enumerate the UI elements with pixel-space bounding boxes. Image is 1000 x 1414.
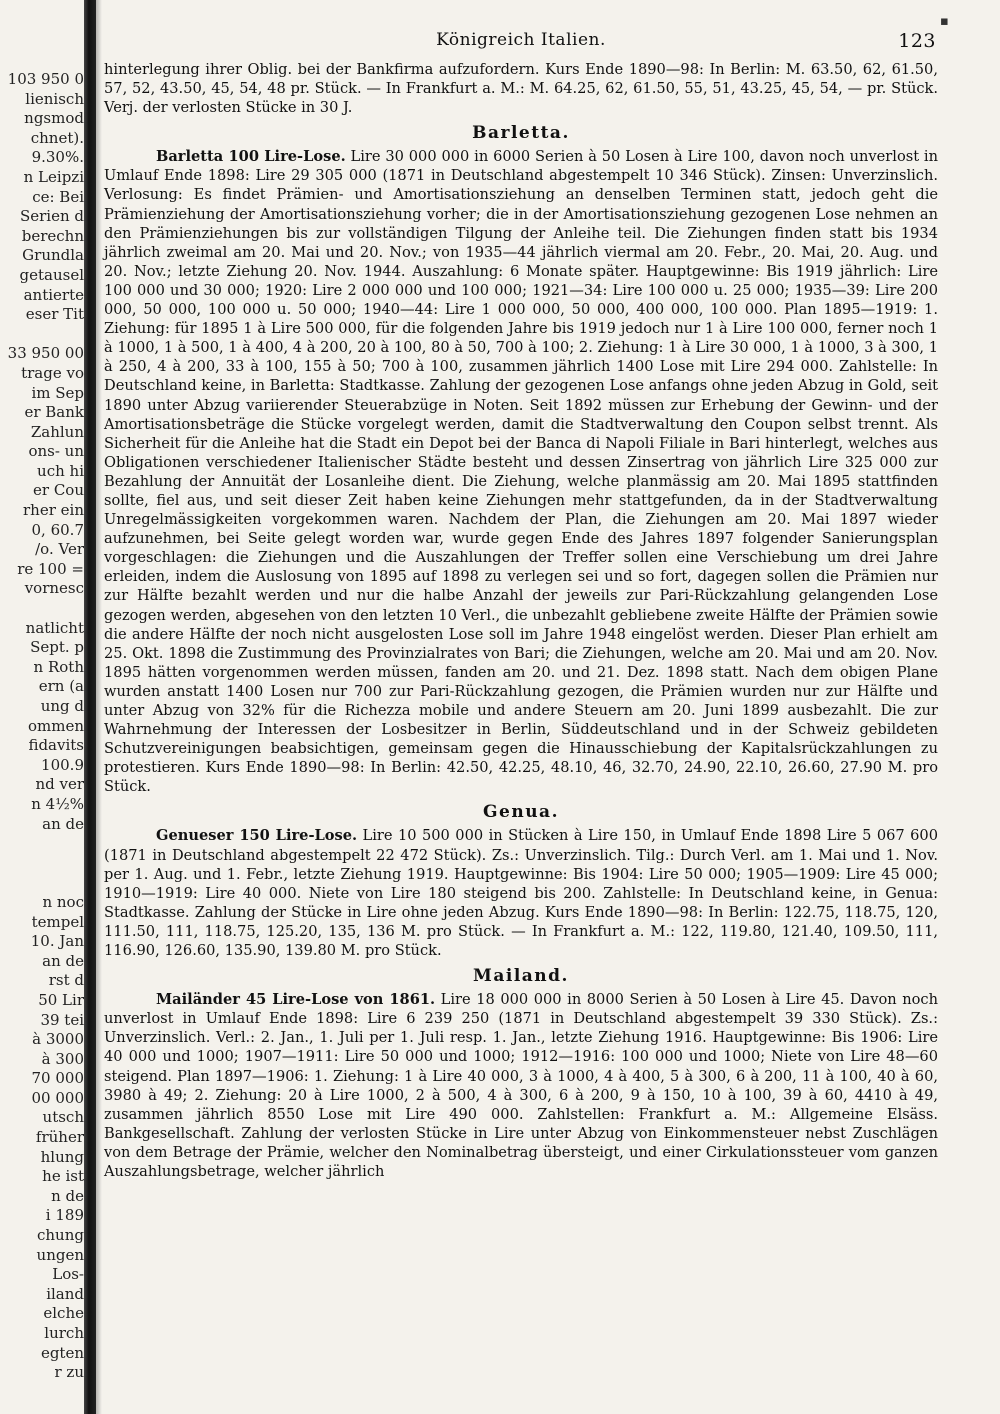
fragment-line: he ist bbox=[42, 1167, 84, 1186]
fragment-line: hlung bbox=[40, 1147, 84, 1166]
section-genua bbox=[104, 826, 938, 960]
page-header bbox=[104, 30, 938, 60]
fragment-line: 103 950 0 bbox=[7, 70, 84, 88]
fragment-line bbox=[0, 873, 86, 893]
fragment-line: im Sep bbox=[31, 383, 84, 402]
section-mailand bbox=[104, 990, 938, 1181]
fragment-line: 70 000 bbox=[31, 1069, 84, 1088]
fragment-line: Grundla bbox=[22, 246, 84, 265]
fragment-line: fidavits bbox=[28, 736, 84, 755]
fragment-line: n Roth bbox=[33, 657, 84, 676]
fragment-line: früher bbox=[35, 1128, 84, 1147]
fragment-line: Sept. p bbox=[30, 638, 84, 657]
fragment-line: 9.30%. bbox=[31, 148, 84, 167]
fragment-line: ungen bbox=[36, 1245, 84, 1264]
fragment-line: an de bbox=[42, 951, 84, 970]
page bbox=[104, 30, 938, 1181]
book-gutter bbox=[84, 0, 96, 1414]
gutter-shadow bbox=[96, 0, 102, 1414]
body-barletta: Lire 30 000 000 in 6000 Serien à 50 Losen à Lire 100, davon noch unverlost in Umlauf Ende 1898: Lire 29 305 000 (1871 in Deutschland abgestempelt 10 346 Stück). Zinsen: Unverzinslich. Verlosung: Es findet Prämien- und Amortisationsziehung an denselben Terminen statt, jedoch geht die Prämienziehung der Amortisationsziehung vorher; die in der Amortisationsziehung gezogenen Lose nehmen an den Prämienziehungen bis zur vollständigen Tilgung der Anleihe teil. Die Ziehungen finden statt bis 1934 jährlich zweimal am 20. Mai und 20. Nov.; von 1935—44 jährlich viermal am 20. Febr., 20. Mai, 20. Aug. und 20. Nov.; letzte Ziehung 20. Nov. 1944. Auszahlung: 6 Monate später. Hauptgewinne: Bis 1919 jährlich: Lire 100 000 und 30 000; 1920: Lire 2 000 000 und 100 000; 1921—34: Lire 100 000 u. 25 000; 1935—39: Lire 200 000, 50 000, 100 000 u. 50 000; 1940—44: Lire 1 000 000, 50 000, 400 000, 100 000. Plan 1895—1919: 1. Ziehung: für 1895 1 à Lire 500 000, für die folgenden Jahre bis 1919 jedoch nur 1 à Lire 100 000, ferner noch 1 à 1000, 1 à 500, 1 à 400, 4 à 200, 20 à 100, 80 à 50, 700 à 100; 2. Ziehung: 1 à Lire 30 000, 1 à 1000, 3 à 300, 1 à 250, 4 à 200, 33 à 100, 155 à 50; 700 à 100, zusammen jährlich 1400 Lose mit Lire 294 000. Zahlstelle: In Deutschland keine, in Barletta: Stadtkasse. Zahlung der gezogenen Lose anfangs ohne jeden Abzug in Gold, seit 1890 unter Abzug variierender Steuerabzüge in Noten. Seit 1892 müssen zur Erhebung der Gewinn- und der Amortisationsbeträge die Stücke vorgelegt werden, damit die Stadtverwaltung den Coupon selbst trennt. Als Sicherheit für die Anleihe hat die Stadt ein Depot bei der Banca di Napoli Filiale in Bari hinterlegt, welches aus Obligationen verschiedener Italienischer Städte besteht und dessen Zinsertrag von jährlich Lire 325 000 zur Bezahlung der Annuität der Losanleihe dient. Die Ziehung, welche planmässig am 20. Mai 1895 stattfinden sollte, fiel aus, und seit dieser Zeit haben keine Ziehungen mehr stattgefunden, da in der Stadtverwaltung Unregelmässigkeiten vorgekommen waren. Nachdem der Plan, die Ziehungen am 20. Mai 1897 wieder aufzunehmen, bei Seite gelegt worden war, wurde gegen Ende des Jahres 1897 folgender Sanierungsplan vorgeschlagen: die Ziehungen und die Auszahlungen der Treffer sollen eine Verschiebung um drei Jahre erleiden, indem die Auslosung von 1895 auf 1898 zu verlegen sei und so fort, dagegen sollen die Prämien nur zur Hälfte bezahlt werden und nur die halbe Anzahl der jeweils zur Pari-Rückzahlung gelangenden Lose gezogen werden, abgesehen von den letzten 10 Verl., die unbezahlt gebliebene zweite Hälfte der Prämien sowie die andere Hälfte der noch nicht ausgelosten Lose soll im Jahre 1948 eingelöst werden. Dieser Plan erhielt am 25. Okt. 1898 die Zustimmung des Provinzialrates von Bari; die Ziehungen, welche am 20. Mai und am 20. Nov. 1895 hätten vorgenommen werden müssen, fanden am 20. und 21. Dez. 1898 statt. Nach dem obigen Plane wurden anstatt 1400 Losen nur 700 zur Pari-Rückzahlung gezogen, die Prämien wurden nur zur Hälfte und unter Abzug von 32% für die Richezza mobile und andere Steuern am 20. Juni 1899 ausbezahlt. Die zur Wahrnehmung der Interessen der Losbesitzer in Berlin, Süddeutschland und in der Schweiz gebildeten Schutzvereinigungen beabsichtigen, gemeinsam gegen die Hinausschiebung der Kapitalsrückzahlungen zu protestieren. Kurs Ende 1890—98: In Berlin: 42.50, 42.25, 48.10, 46, 32.70, 24.90, 22.10, 26.60, 27.90 M. pro Stück. bbox=[104, 148, 938, 796]
fragment-line: lienisch bbox=[25, 89, 84, 108]
previous-page-fragment bbox=[0, 70, 86, 1414]
fragment-line: r zu bbox=[54, 1363, 84, 1382]
fragment-line: 33 950 00 bbox=[7, 344, 84, 363]
fragment-line: n Leipzi bbox=[23, 167, 84, 186]
fragment-line: chnet). bbox=[30, 128, 84, 147]
section-barletta bbox=[104, 147, 938, 796]
fragment-line: n de bbox=[51, 1186, 84, 1205]
section-heading-barletta: Barletta. bbox=[472, 123, 570, 144]
intro-paragraph: hinterlegung ihrer Oblig. bei der Bankfirma aufzufordern. Kurs Ende 1890—98: In Berlin: M. 63.50, 62, 61.50, 57, 52, 43.50, 45, 54, 48 pr. Stück. — In Frankfurt a. M.: M. 64.25, 62, 61.50, 55, 51, 43.25, 45, 54, — pr. Stück. Verj. der verlosten Stücke in 30 J. bbox=[104, 61, 938, 117]
fragment-line: 100.9 bbox=[41, 755, 84, 774]
fragment-line: getausel bbox=[19, 265, 84, 284]
fragment-line: chung bbox=[37, 1226, 84, 1245]
fragment-line: Serien d bbox=[19, 207, 84, 226]
fragment-line: uch hi bbox=[37, 461, 84, 480]
fragment-line: 0, 60.7 bbox=[31, 520, 84, 539]
fragment-line: an de bbox=[42, 814, 84, 833]
fragment-line: berechn bbox=[21, 226, 84, 245]
fragment-line: 00 000 bbox=[31, 1088, 84, 1107]
fragment-line: Los- bbox=[52, 1265, 84, 1284]
body-genua: Lire 10 500 000 in Stücken à Lire 150, in Umlauf Ende 1898 Lire 5 067 600 (1871 in Deutschland abgestempelt 22 472 Stück). Zs.: Unverzinslich. Tilg.: Durch Verl. am 1. Mai und 1. Nov. per 1. Aug. und 1. Febr., letzte Ziehung 1919. Hauptgewinne: Bis 1904: Lire 50 000; 1905—1909: Lire 45 000; 1910—1919: Lire 40 000. Niete von Lire 180 steigend bis 200. Zahlstelle: In Deutschland keine, in Genua: Stadtkasse. Zahlung der Stücke in Lire ohne jeden Abzug. Kurs Ende 1890—98: In Berlin: 122.75, 118.75, 120, 111.50, 111, 118.75, 125.20, 135, 136 M. pro Stück. — In Frankfurt a. M.: 122, 119.80, 121.40, 109.50, 111, 116.90, 126.60, 135.90, 139.80 M. pro Stück. bbox=[104, 827, 939, 960]
fragment-line: elche bbox=[43, 1304, 84, 1323]
fragment-line: utsch bbox=[42, 1108, 84, 1127]
fragment-line: tempel bbox=[31, 912, 84, 931]
corner-mark: ▪ bbox=[940, 14, 949, 29]
fragment-line bbox=[0, 599, 86, 619]
fragment-line: lurch bbox=[44, 1324, 84, 1342]
fragment-line: n 4½% bbox=[31, 794, 84, 813]
fragment-line: 39 tei bbox=[40, 1010, 84, 1029]
fragment-line: ce: Bei bbox=[32, 187, 84, 206]
page-number: 123 bbox=[898, 30, 936, 52]
fragment-line: n noc bbox=[42, 892, 84, 911]
section-heading-genua: Genua. bbox=[483, 802, 559, 823]
fragment-line: er Bank bbox=[24, 403, 84, 422]
lead-mailand: Mailänder 45 Lire-Lose von 1861. bbox=[156, 991, 436, 1009]
fragment-line bbox=[0, 325, 86, 345]
fragment-line: iland bbox=[46, 1284, 84, 1303]
fragment-line: 50 Lir bbox=[38, 990, 84, 1009]
section-heading-mailand: Mailand. bbox=[473, 966, 569, 987]
fragment-line: antierte bbox=[23, 285, 84, 304]
page-title: Königreich Italien. bbox=[436, 30, 606, 50]
fragment-line: egten bbox=[40, 1343, 84, 1362]
lead-barletta: Barletta 100 Lire-Lose. bbox=[156, 148, 346, 166]
fragment-line: vornesc bbox=[24, 579, 84, 598]
fragment-line: rher ein bbox=[23, 501, 84, 520]
fragment-line: er Cou bbox=[33, 481, 84, 500]
fragment-line: natlicht bbox=[25, 618, 84, 637]
fragment-line: ons- un bbox=[28, 442, 84, 461]
fragment-line: /o. Ver bbox=[35, 540, 84, 559]
fragment-line: à 3000 bbox=[32, 1030, 84, 1049]
fragment-line: re 100 = bbox=[17, 559, 84, 578]
fragment-line: trage vo bbox=[21, 363, 84, 382]
fragment-line: ommen bbox=[27, 716, 84, 735]
body-mailand: Lire 18 000 000 in 8000 Serien à 50 Losen à Lire 45. Davon noch unverlost in Umlauf Ende 1898: Lire 6 239 250 (1871 in Deutschland abgestempelt 39 330 Stück). Zs.: Unverzinslich. Verl.: 2. Jan., 1. Juli per 1. Juli resp. 1. Jan., letzte Ziehung 1916. Hauptgewinne: Bis 1906: Lire 40 000 und 1000; 1907—1911: Lire 50 000 und 1000; 1912—1916: 100 000 und 1000; Niete von Lire 48—60 steigend. Plan 1897—1906: 1. Ziehung: 1 à Lire 40 000, 3 à 1000, 4 à 400, 5 à 300, 6 à 200, 11 à 100, 40 à 60, 3980 à 49; 2. Ziehung: 20 à Lire 1000, 2 à 500, 4 à 300, 6 à 200, 9 à 150, 10 à 100, 39 à 60, 4410 à 49, zusammen jährlich 8550 Lose mit Lire 490 000. Zahlstellen: Frankfurt a. M.: Allgemeine Elsäss. Bankgesellschaft. Zahlung der verlosten Stücke in Lire unter Abzug von Einkommensteuer nebst Zuschlägen von dem Betrage der Prämie, welcher den Nominalbetrag übersteigt, und einer Cirkulationssteuer vom ganzen Auszahlungsbetrage, welcher jährlich bbox=[104, 991, 938, 1180]
lead-genua: Genueser 150 Lire-Lose. bbox=[156, 827, 358, 845]
fragment-line bbox=[0, 854, 86, 874]
fragment-line: 10. Jan bbox=[30, 932, 84, 951]
fragment-line: à 300 bbox=[41, 1049, 84, 1068]
fragment-line: ngsmod bbox=[24, 109, 84, 128]
fragment-line: nd ver bbox=[35, 775, 84, 794]
fragment-line bbox=[0, 834, 86, 854]
fragment-line: ern (a bbox=[38, 677, 84, 696]
fragment-line: Zahlun bbox=[30, 422, 84, 441]
fragment-line: i 189 bbox=[45, 1206, 84, 1225]
fragment-line: rst d bbox=[48, 971, 84, 990]
fragment-line: eser Tit bbox=[25, 305, 84, 324]
fragment-line: ung d bbox=[40, 697, 84, 715]
